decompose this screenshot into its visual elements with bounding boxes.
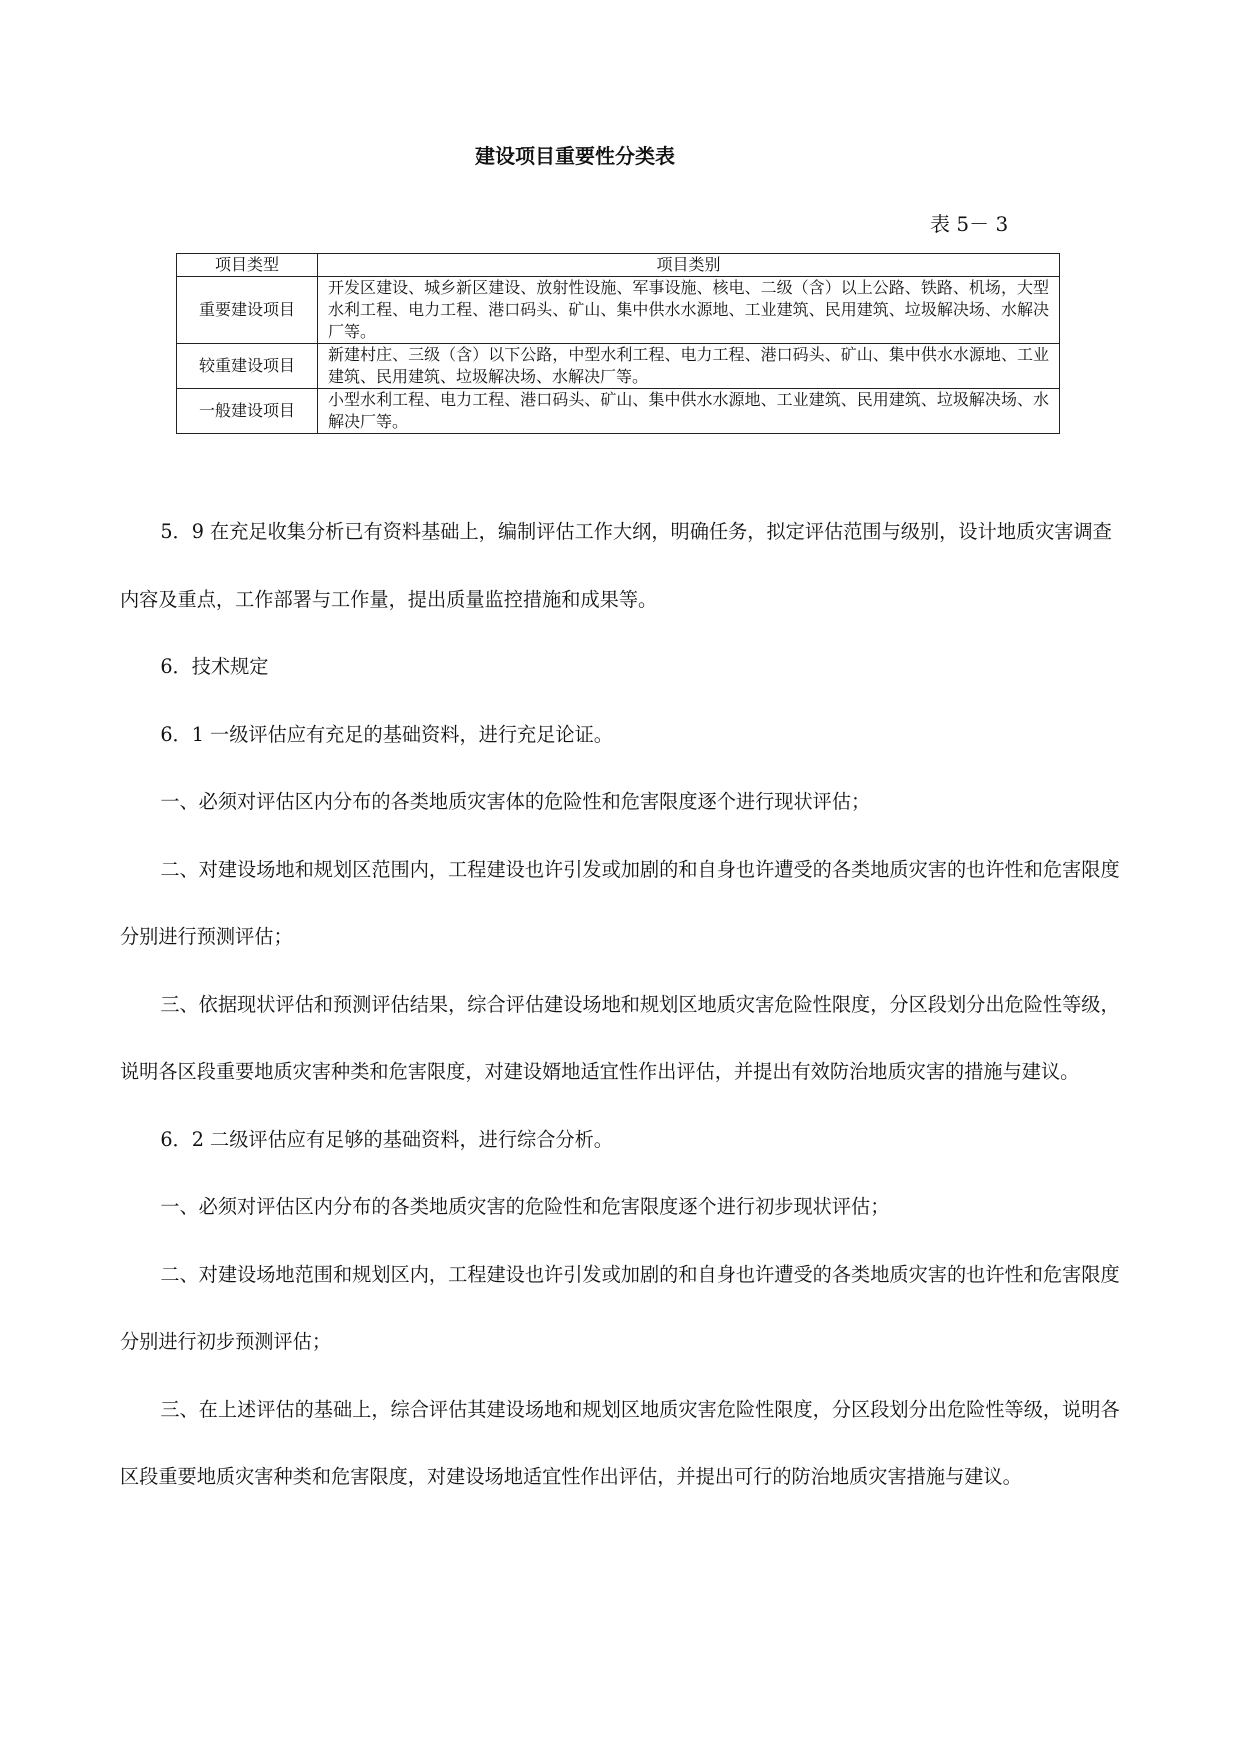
table-row — [177, 389, 1060, 434]
paragraph: 6．2 二级评估应有足够的基础资料，进行综合分析。 — [160, 1127, 613, 1151]
project-category-cell: 新建村庄、三级（含）以下公路，中型水利工程、电力工程、港口码头、矿山、集中供水水源地、工业建筑、民用建筑、垃圾解决场、水解决厂等。 — [318, 344, 1060, 389]
project-type-cell: 较重建设项目 — [177, 344, 318, 389]
header-project-type: 项目类型 — [177, 254, 318, 277]
table-row — [177, 344, 1060, 389]
table-header-row — [177, 254, 1060, 277]
project-category-cell: 开发区建设、城乡新区建设、放射性设施、军事设施、核电、二级（含）以上公路、铁路、机场，大型水利工程、电力工程、港口码头、矿山、集中供水水源地、工业建筑、民用建筑、垃圾解决场、水解决厂等。 — [318, 277, 1060, 344]
paragraph: 6．1 一级评估应有充足的基础资料，进行充足论证。 — [160, 722, 613, 746]
project-category-cell: 小型水利工程、电力工程、港口码头、矿山、集中供水水源地、工业建筑、民用建筑、垃圾解决场、水解决厂等。 — [318, 389, 1060, 434]
paragraph: 三、依据现状评估和预测评估结果，综合评估建设场地和规划区地质灾害危险性限度，分区段划分出危险性等级，说明各区段重要地质灾害种类和危害限度，对建设婿地适宜性作出评估，并提出有效防治地质灾害的措施与建议。 — [120, 992, 1120, 1083]
table-number: 表 5－ 3 — [930, 212, 1009, 236]
project-type-cell: 重要建设项目 — [177, 277, 318, 344]
section-heading: 6．技术规定 — [160, 655, 269, 678]
table-title: 建设项目重要性分类表 — [475, 144, 675, 168]
paragraph: 5．9 在充足收集分析已有资料基础上，编制评估工作大纲，明确任务，拟定评估范围与级别，设计地质灾害调查内容及重点，工作部署与工作量，提出质量监控措施和成果等。 — [120, 520, 1112, 611]
classification-table — [176, 253, 1060, 434]
body-text — [120, 498, 1120, 1511]
paragraph: 一、必须对评估区内分布的各类地质灾害体的危险性和危害限度逐个进行现状评估； — [160, 790, 871, 813]
project-type-cell: 一般建设项目 — [177, 389, 318, 434]
paragraph: 三、在上述评估的基础上，综合评估其建设场地和规划区地质灾害危险性限度，分区段划分出危险性等级，说明各区段重要地质灾害种类和危害限度，对建设场地适宜性作出评估，并提出可行的防治地质灾害措施与建议。 — [120, 1397, 1120, 1488]
paragraph: 一、必须对评估区内分布的各类地质灾害的危险性和危害限度逐个进行初步现状评估； — [160, 1195, 890, 1218]
paragraph: 二、对建设场地范围和规划区内，工程建设也许引发或加剧的和自身也许遭受的各类地质灾害的也许性和危害限度分别进行初步预测评估； — [120, 1262, 1120, 1353]
header-project-category: 项目类别 — [318, 254, 1060, 277]
table-row — [177, 277, 1060, 344]
paragraph: 二、对建设场地和规划区范围内，工程建设也许引发或加剧的和自身也许遭受的各类地质灾害的也许性和危害限度分别进行预测评估； — [120, 857, 1120, 948]
